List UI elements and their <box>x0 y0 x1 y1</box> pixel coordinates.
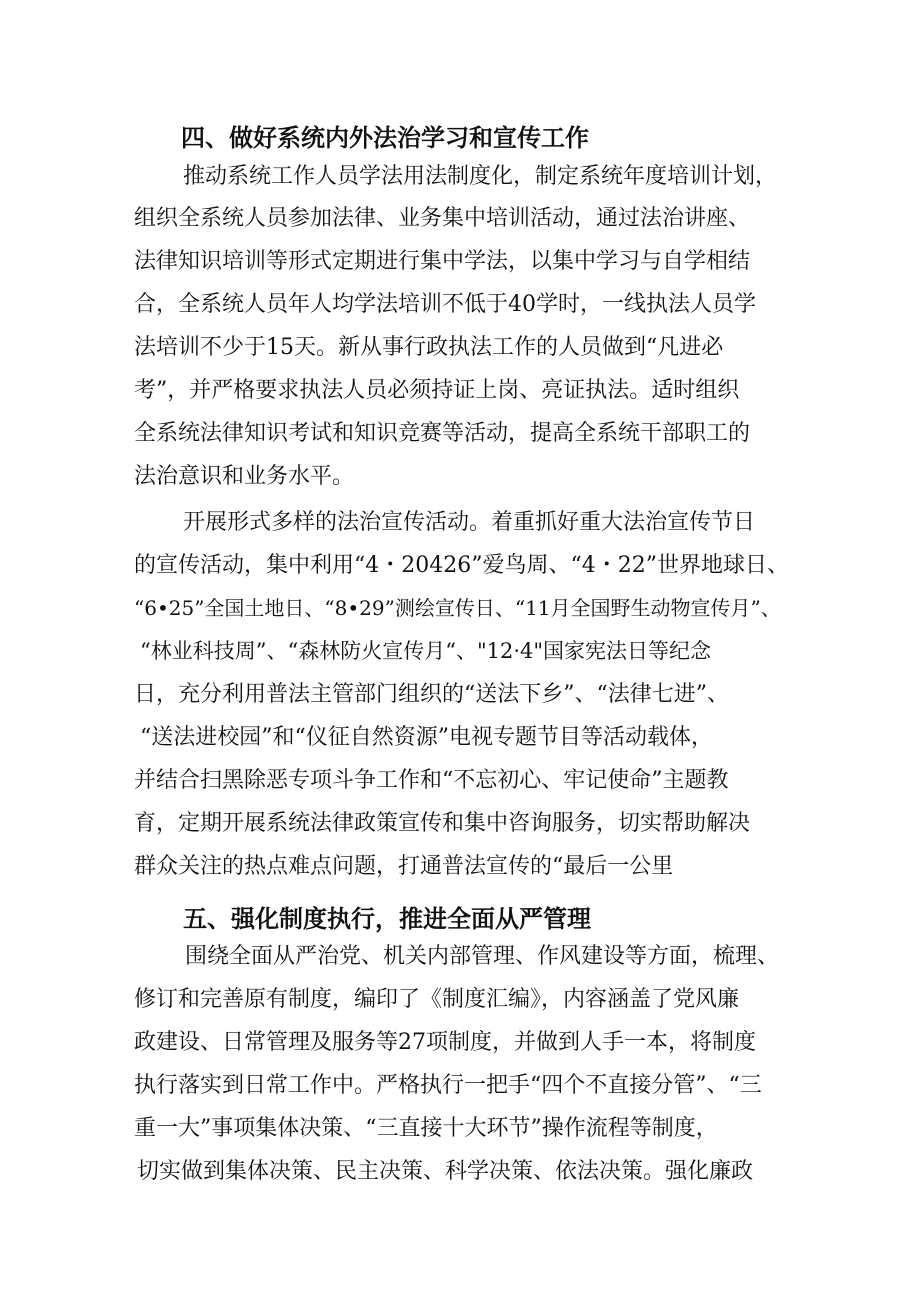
section-4-line-4: 合，全系统人员年人均学法培训不低于40学时，一线执法人员学 <box>134 292 756 317</box>
section-5-heading: 五、强化制度执行，推进全面从严管理 <box>183 905 591 933</box>
section-4-line-10: 的宣传活动，集中利用“4・20426”爱鸟周、“4・22”世界地球日、 <box>134 553 789 578</box>
section-4-line-11: “6•25”全国土地日、“8•29”测绘宣传日、“11月全国野生动物宣传月”、 <box>134 596 781 620</box>
section-5-line-3: 政建设、日常管理及服务等27项制度，并做到人手一本，将制度 <box>134 1030 756 1055</box>
section-4-line-2: 组织全系统人员参加法律、业务集中培训活动，通过法治讲座、 <box>134 206 751 231</box>
section-5-line-1: 围绕全面从严治党、机关内部管理、作风建设等方面，梳理、 <box>185 944 780 969</box>
section-5-line-2: 修订和完善原有制度，编印了《制度汇编》，内容涵盖了党风廉 <box>134 987 740 1012</box>
section-4-line-9: 开展形式多样的法治宣传活动。着重抓好重大法治宣传节日 <box>183 510 756 535</box>
section-4-line-17: 群众关注的热点难点问题，打通普法宣传的“最后一公里 <box>134 854 674 879</box>
section-5-line-5: 重一大”事项集体决策、“三直接十大环节”操作流程等制度， <box>134 1116 718 1141</box>
section-4-line-5: 法培训不少于15天。新从事行政执法工作的人员做到“凡进必 <box>134 335 724 360</box>
section-4-line-12: “林业科技周”、“森林防火宣传月“、"12·4"国家宪法日等纪念 <box>140 639 712 663</box>
section-5-line-4: 执行落实到日常工作中。严格执行一把手“四个不直接分管”、“三 <box>134 1073 762 1098</box>
section-4-line-15: 并结合扫黑除恶专项斗争工作和“不忘初心、牢记使命”主题教 <box>134 768 729 793</box>
section-4-line-7: 全系统法律知识考试和知识竞赛等活动，提高全系统干部职工的 <box>134 421 751 446</box>
section-4-heading: 四、做好系统内外法治学习和宣传工作 <box>181 124 589 152</box>
section-4-line-16: 育，定期开展系统法律政策宣传和集中咨询服务，切实帮助解决 <box>134 811 751 836</box>
section-4-line-3: 法律知识培训等形式定期进行集中学法，以集中学习与自学相结 <box>134 249 751 274</box>
section-4-line-1: 推动系统工作人员学法用法制度化，制定系统年度培训计划， <box>183 164 778 189</box>
section-4-line-6: 考”，并严格要求执法人员必须持证上岗、亮证执法。适时组织 <box>134 378 740 403</box>
section-4-line-13: 日，充分利用普法主管部门组织的“送法下乡”、“法律七进”、 <box>134 682 729 707</box>
section-5-line-6: 切实做到集体决策、民主决策、科学决策、依法决策。强化廉政 <box>137 1159 754 1184</box>
section-4-line-14: “送法进校园”和“仪征自然资源”电视专题节目等活动载体， <box>140 725 713 750</box>
section-4-line-8: 法治意识和业务水平。 <box>134 464 355 489</box>
